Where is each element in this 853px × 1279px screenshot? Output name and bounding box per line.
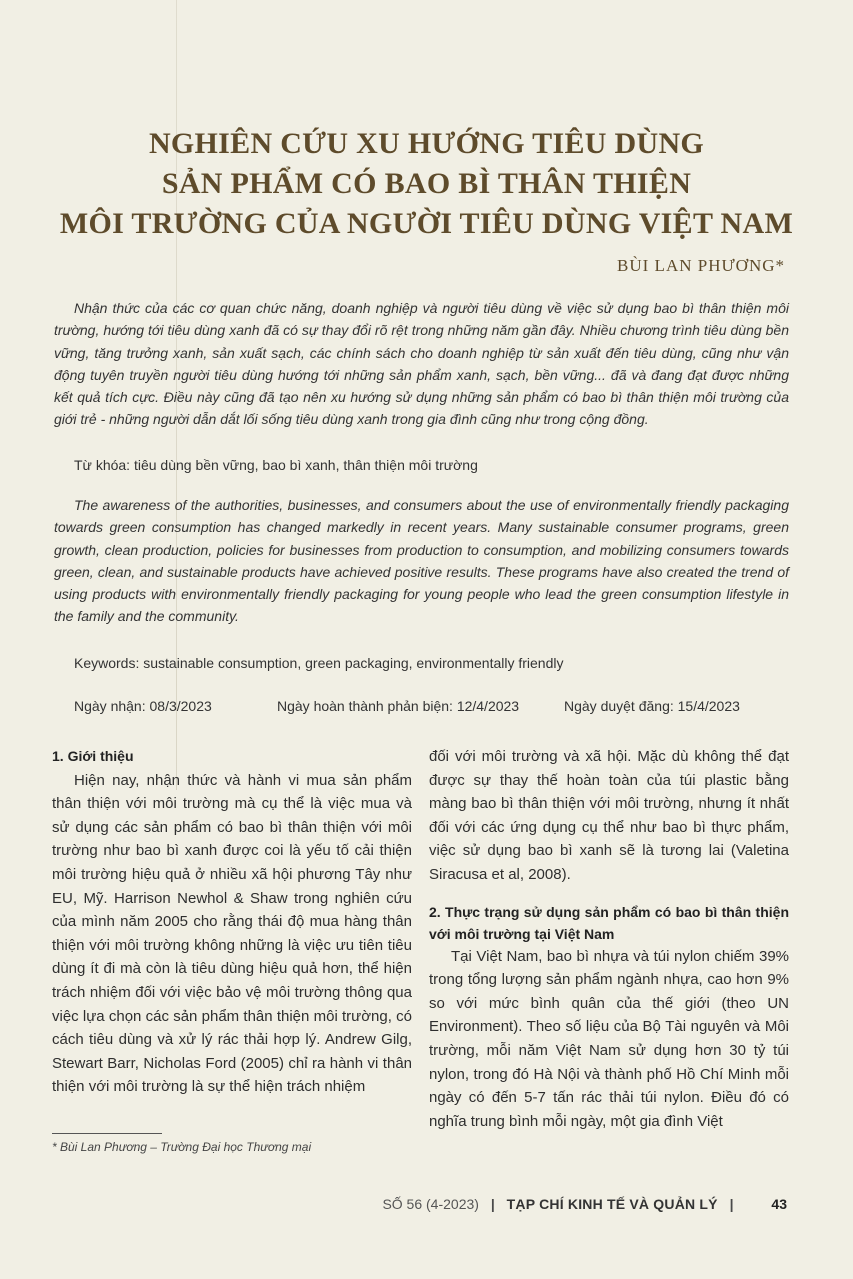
journal-name: TẠP CHÍ KINH TẾ VÀ QUẢN LÝ	[506, 1196, 718, 1212]
issue-number: SỐ 56 (4-2023)	[382, 1196, 479, 1212]
author-footnote: * Bùi Lan Phương – Trường Đại học Thương mại	[52, 1140, 312, 1154]
keywords-english: Keywords: sustainable consumption, green packaging, environmentally friendly	[74, 655, 564, 671]
section-2-paragraph: Tại Việt Nam, bao bì nhựa và túi nylon chiếm 39% trong tổng lượng sản phẩm ngành nhựa, cao hơn 9% so với mức bình quân của thế giới (theo UN Environment). Theo số liệu của Bộ Tài nguyên và Môi trường, mỗi năm Việt Nam sử dụng hơn 30 tỷ túi nylon, trong đó Hà Nội và thành phố Hồ Chí Minh mỗi ngày có đến 5-7 tấn rác thải túi nylon. Điều đó có nghĩa trung bình mỗi ngày, một gia đình Việt	[429, 947, 789, 1130]
page-number: 43	[771, 1196, 787, 1212]
date-received: Ngày nhận: 08/3/2023	[74, 698, 212, 714]
title-line-1: NGHIÊN CỨU XU HƯỚNG TIÊU DÙNG	[148, 127, 705, 160]
section-1-paragraph: Hiện nay, nhận thức và hành vi mua sản phẩm thân thiện với môi trường mà cụ thể là việc mua và sử dụng các sản phẩm có bao bì thân thiện với môi trường như bao bì xanh được coi là yếu tố cải thiện môi trường hiệu quả ở nhiều xã hội phương Tây như EU, Mỹ. Harrison Newhol & Shaw trong nghiên cứu của mình năm 2005 cho rằng thái độ mua hàng thân thiện với môi trường không những là việc ưu tiên tiêu dùng ít đi mà còn là tiêu dùng hiệu quả hơn, thể hiện trách nhiệm đối với việc bảo vệ môi trường thông qua việc lựa chọn các sản phẩm thân thiện môi trường, có cách tiêu dùng và xử lý rác thải hợp lý. Andrew Gilg, Stewart Barr, Nicholas Ford (2005) chỉ ra hành vi thân thiện với môi trường là sự thể hiện trách nhiệm	[52, 771, 412, 1096]
footer-separator: |	[490, 1196, 495, 1212]
author-name: BÙI LAN PHƯƠNG*	[617, 256, 785, 275]
page-footer	[382, 1196, 787, 1212]
date-reviewed: Ngày hoàn thành phản biện: 12/4/2023	[277, 698, 520, 714]
title-line-2: SẢN PHẨM CÓ BAO BÌ THÂN THIỆN	[161, 167, 692, 200]
keywords-vietnamese: Từ khóa: tiêu dùng bền vững, bao bì xanh, thân thiện môi trường	[74, 457, 478, 473]
title-line-3: MÔI TRƯỜNG CỦA NGƯỜI TIÊU DÙNG VIỆT NAM	[59, 207, 794, 240]
article-title	[40, 124, 813, 244]
date-approved: Ngày duyệt đăng: 15/4/2023	[564, 698, 740, 714]
footer-separator-2: |	[729, 1196, 734, 1212]
section-1-heading: 1. Giới thiệu	[52, 748, 134, 764]
body-column-left	[52, 745, 412, 1099]
body-column-right	[429, 745, 789, 1133]
section-2-heading: 2. Thực trạng sử dụng sản phẩm có bao bì thân thiện với môi trường tại Việt Nam	[429, 903, 789, 942]
abstract-english: The awareness of the authorities, businesses, and consumers about the use of environmentally friendly packaging towards green consumption has changed markedly in recent years. Many sustainable consumer programs, green growth, clean production, policies for businesses from production to consumption, and mobilizing consumers towards green, clean, and sustainable products have achieved positive results. These programs have also created the trend of using products with environmentally friendly packaging for young people who lead the green consumption lifestyle in the family and the community.	[54, 497, 789, 625]
abstract-vietnamese: Nhận thức của các cơ quan chức năng, doanh nghiệp và người tiêu dùng về việc sử dụng bao bì thân thiện môi trường, hướng tới tiêu dùng xanh đã có sự thay đổi rõ rệt trong những năm gần đây. Nhiều chương trình tiêu dùng bền vững, tăng trưởng xanh, sản xuất sạch, các chính sách cho doanh nghiệp từ sản xuất đến tiêu dùng, cũng như vận động tuyên truyền người tiêu dùng hướng tới những sản phẩm xanh, sạch, bền vững... đã và đang đạt được những kết quả tích cực. Điều này cũng đã tạo nên xu hướng sử dụng những sản phẩm có bao bì thân thiện môi trường của giới trẻ - những người dẫn dắt lối sống tiêu dùng xanh trong gia đình cũng như trong cộng đồng.	[54, 300, 789, 428]
footnote-divider	[52, 1133, 162, 1134]
section-1-paragraph-continued: đối với môi trường và xã hội. Mặc dù không thể đạt được sự thay thế hoàn toàn của túi plastic bằng màng bao bì thân thiện với môi trường, nhưng ít nhất đối với các ứng dụng cụ thể như bao bì thực phẩm, việc sử dụng bao bì xanh sẽ là tương lai (Valetina Siracusa et al, 2008).	[429, 748, 789, 883]
